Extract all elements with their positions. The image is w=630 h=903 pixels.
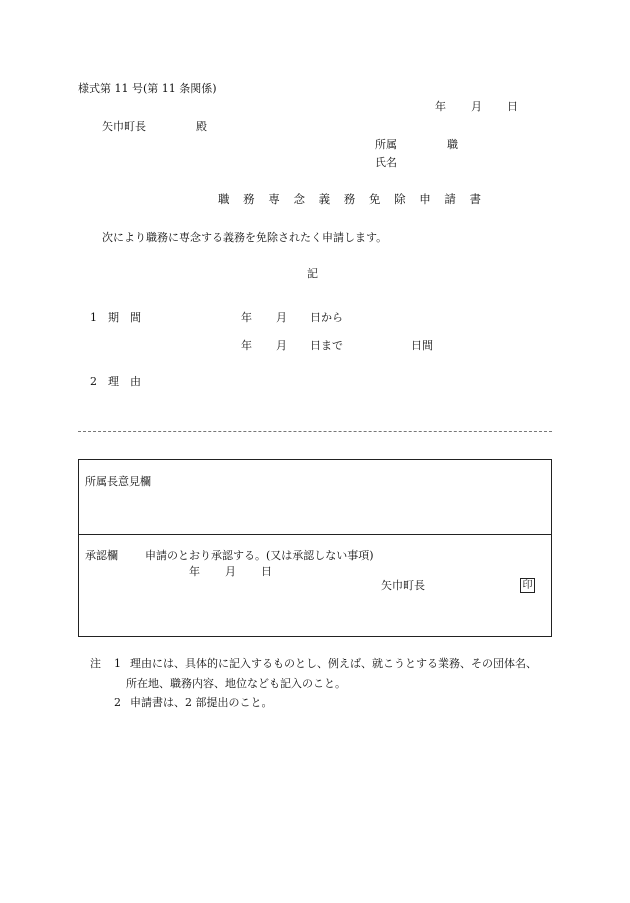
position-label: 職 [447,138,458,151]
intro-text: 次により職務に専念する義務を免除されたく申請します。 [102,231,388,244]
approval-signer: 矢巾町長 [381,579,425,592]
period-label: 1 期 間 [90,311,141,324]
approval-year: 年 [189,565,200,578]
name-label: 氏名 [375,156,397,169]
document-title: 職 務 専 念 義 務 免 除 申 請 書 [218,192,487,206]
period-from-day: 日から [310,311,343,324]
opinion-box [78,459,552,535]
period-to-year: 年 [241,339,252,352]
approval-day: 日 [261,565,272,578]
note-2-text: 申請書は、2 部提出のこと。 [130,696,273,709]
reason-label: 2 理 由 [90,375,141,388]
approval-month: 月 [225,565,236,578]
period-to-day: 日まで [310,339,343,352]
date-year: 年 [435,100,446,113]
approval-text: 申請のとおり承認する。(又は承認しない事項) [145,549,374,562]
note-1-line-1: 理由には、具体的に記入するものとし、例えば、就こうとする業務、その団体名、 [130,657,537,670]
opinion-box-label: 所属長意見欄 [85,475,151,488]
period-from-month: 月 [276,311,287,324]
period-days: 日間 [411,339,433,352]
ki-heading: 記 [307,267,318,280]
approval-box [78,534,552,637]
date-month: 月 [471,100,482,113]
cut-line [78,431,552,432]
affiliation-label: 所属 [375,138,397,151]
period-to-month: 月 [276,339,287,352]
note-1-line-2: 所在地、職務内容、地位なども記入のこと。 [126,677,346,690]
form-number: 様式第 11 号(第 11 条関係) [78,82,217,95]
seal-mark: 印 [520,578,535,593]
note-2-number: 2 [114,696,121,709]
addressee-name: 矢巾町長 [102,120,146,133]
addressee-honorific: 殿 [196,120,207,133]
note-1-number: 1 [114,657,121,670]
period-from-year: 年 [241,311,252,324]
approval-box-label: 承認欄 [85,549,118,562]
notes-prefix: 注 [90,657,101,670]
date-day: 日 [507,100,518,113]
